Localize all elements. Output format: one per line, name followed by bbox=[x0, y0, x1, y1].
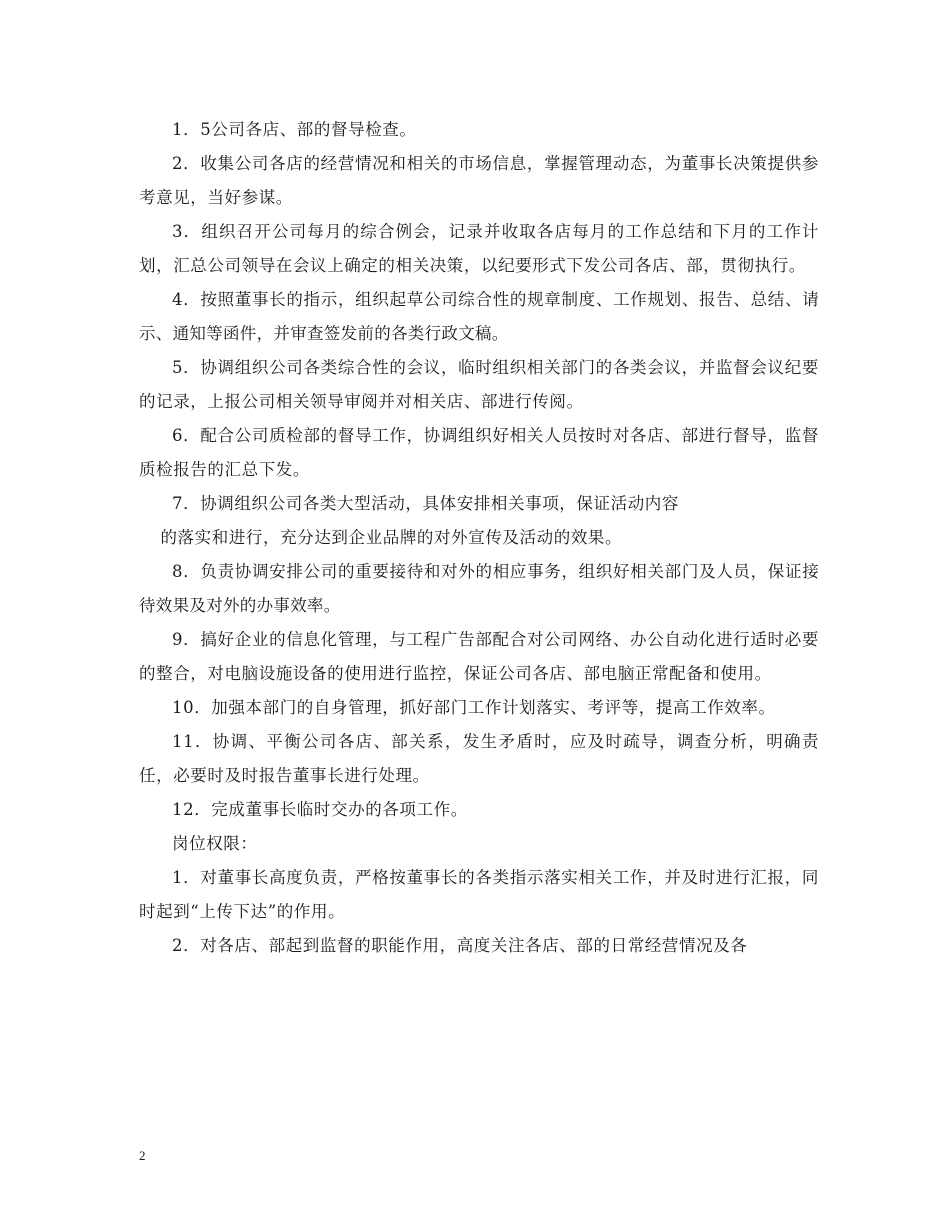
paragraph-3: 3．组织召开公司每月的综合例会，记录并收取各店每月的工作总结和下月的工作计划，汇总公司领导在会议上确定的相关决策，以纪要形式下发公司各店、部，贯彻执行。 bbox=[139, 222, 819, 275]
paragraph-5: 5．协调组织公司各类综合性的会议，临时组织相关部门的各类会议，并监督会议纪要的记录，上报公司相关领导审阅并对相关店、部进行传阅。 bbox=[139, 358, 819, 411]
paragraph-2: 2．收集公司各店的经营情况和相关的市场信息，掌握管理动态，为董事长决策提供参考意见，当好参谋。 bbox=[139, 154, 819, 207]
authority-paragraph-2: 2．对各店、部起到监督的职能作用，高度关注各店、部的日常经营情况及各 bbox=[172, 936, 748, 955]
paragraph-12: 12．完成董事长临时交办的各项工作。 bbox=[172, 800, 468, 819]
paragraph-6: 6．配合公司质检部的督导工作，协调组织好相关人员按时对各店、部进行督导，监督质检报告的汇总下发。 bbox=[139, 426, 819, 479]
paragraph-7-line-1: 7．协调组织公司各类大型活动，具体安排相关事项，保证活动内容 bbox=[172, 494, 679, 513]
paragraph-9: 9．搞好企业的信息化管理，与工程广告部配合对公司网络、办公自动化进行适时必要的整合，对电脑设施设备的使用进行监控，保证公司各店、部电脑正常配备和使用。 bbox=[139, 630, 819, 683]
paragraph-1-5: 1．5公司各店、部的督导检查。 bbox=[172, 120, 417, 139]
authority-paragraph-1: 1．对董事长高度负责，严格按董事长的各类指示落实相关工作，并及时进行汇报，同时起到“上传下达”的作用。 bbox=[139, 868, 819, 921]
paragraph-10: 10．加强本部门的自身管理，抓好部门工作计划落实、考评等，提高工作效率。 bbox=[172, 698, 776, 717]
section-heading-authority: 岗位权限： bbox=[172, 834, 258, 853]
paragraph-11: 11．协调、平衡公司各店、部关系，发生矛盾时，应及时疏导，调查分析，明确责任，必要时及时报告董事长进行处理。 bbox=[139, 732, 819, 785]
paragraph-8: 8．负责协调安排公司的重要接待和对外的相应事务，组织好相关部门及人员，保证接待效果及对外的办事效率。 bbox=[139, 562, 819, 615]
page-number: 2 bbox=[139, 1148, 146, 1163]
paragraph-4: 4．按照董事长的指示，组织起草公司综合性的规章制度、工作规划、报告、总结、请示、通知等函件，并审查签发前的各类行政文稿。 bbox=[139, 290, 819, 343]
paragraph-7-line-2: 的落实和进行，充分达到企业品牌的对外宣传及活动的效果。 bbox=[160, 528, 623, 547]
document-body bbox=[139, 113, 819, 963]
paragraph-7 bbox=[139, 487, 819, 555]
